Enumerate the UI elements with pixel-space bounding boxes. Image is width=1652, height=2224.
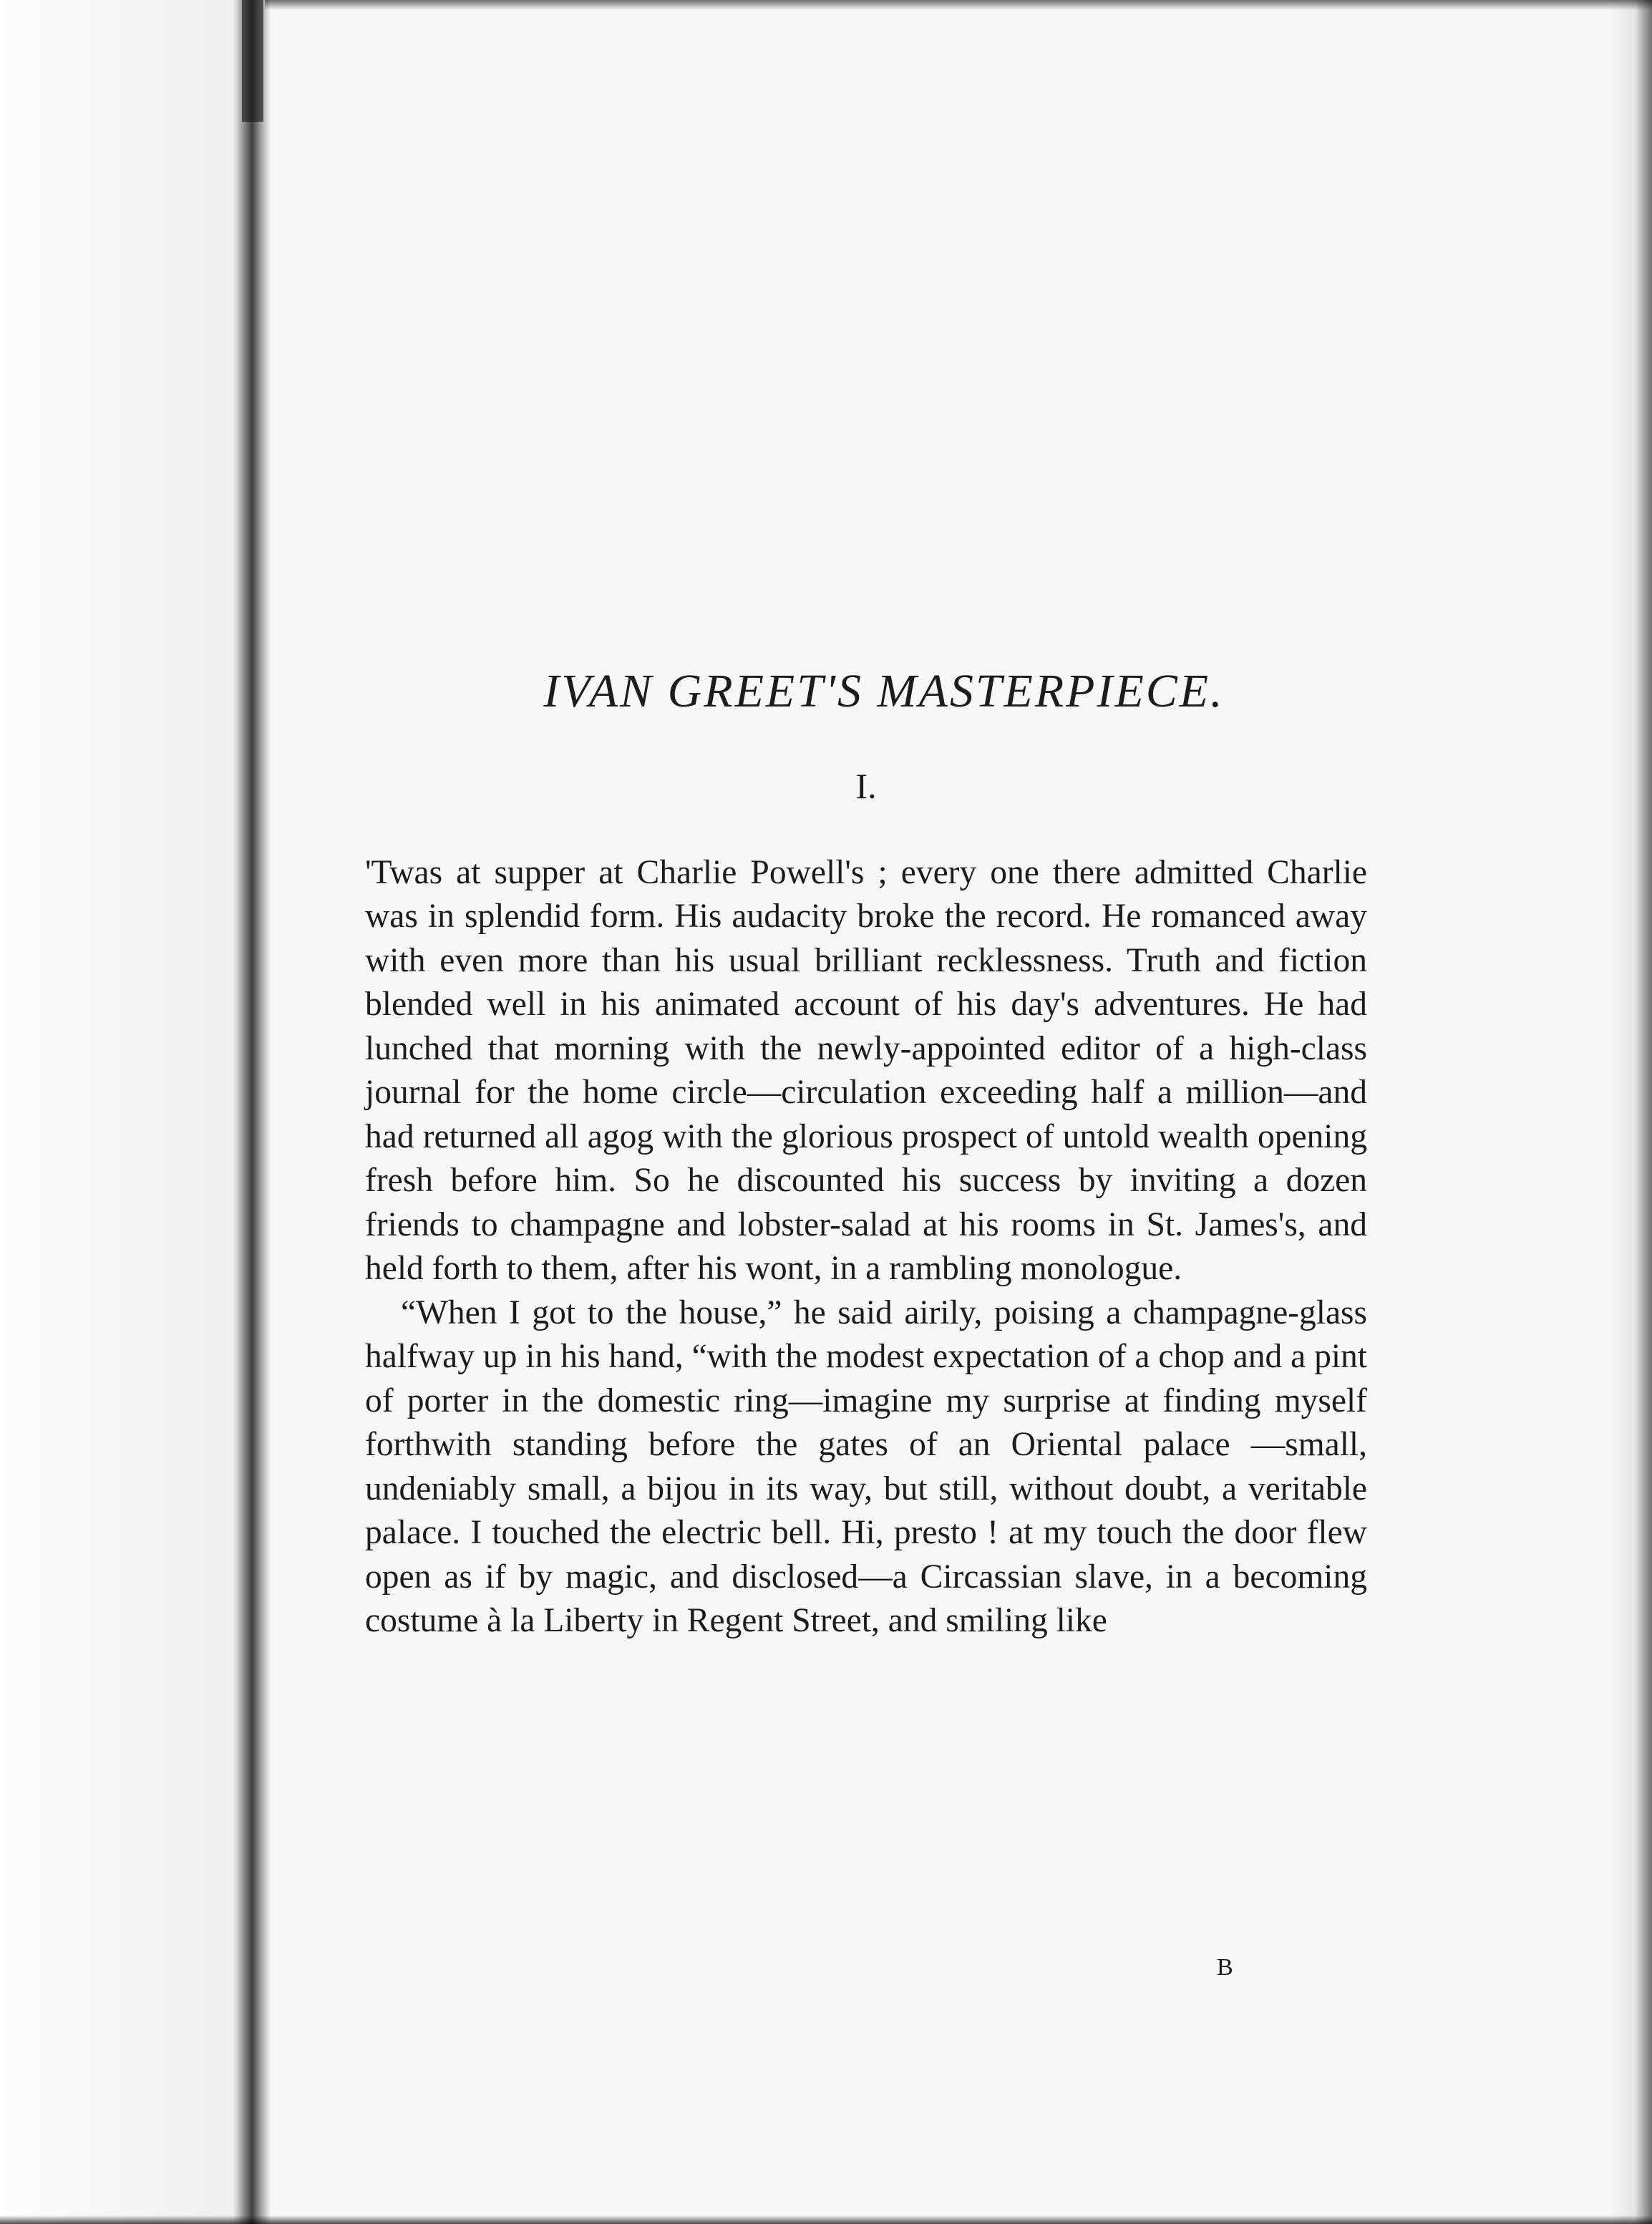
paragraph-2: “When I got to the house,” he said airily, poising a champagne-glass halfway up in his hand, “with the modest expectation of a chop and a pint of porter in the domestic ring—imagine my surprise at finding myself forthwith standing before the gates of an Oriental palace —small, undeniably small, a bijou in its way, but still, without doubt, a veritable palace. I touched the electric bell. Hi, presto ! at my touch the door flew open as if by magic, and disclosed—a Circassian slave, in a becoming costume à la Liberty in Regent Street, and smiling like: [365, 1293, 1367, 1640]
left-page-margin: [0, 0, 236, 2224]
top-page-edge: [265, 0, 1652, 10]
binding-gutter-dark: [242, 0, 263, 122]
chapter-number: I.: [855, 765, 877, 806]
page-text-block: [365, 666, 1367, 1643]
bottom-page-edge: [0, 2215, 1652, 2224]
story-title: IVAN GREET'S MASTERPIECE.: [543, 665, 1225, 717]
paragraph-1: 'Twas at supper at Charlie Powell's ; every one there admitted Charlie was in splendid form. His audacity broke the record. He romanced away with even more than his usual brilliant recklessness. Truth and fiction blended well in his animated account of his day's adventures. He had lunched that morning with the newly-appointed editor of a high-class journal for the home circle—circulation exceeding half a million—and had returned all agog with the glorious prospect of untold wealth opening fresh before him. So he discounted his success by inviting a dozen friends to champagne and lobster-salad at his rooms in St. James's, and held forth to them, after his wont, in a rambling monologue.: [365, 853, 1367, 1288]
signature-mark: B: [1217, 1954, 1233, 1981]
binding-gutter: [233, 0, 271, 2224]
right-page-edge: [1609, 0, 1652, 2224]
